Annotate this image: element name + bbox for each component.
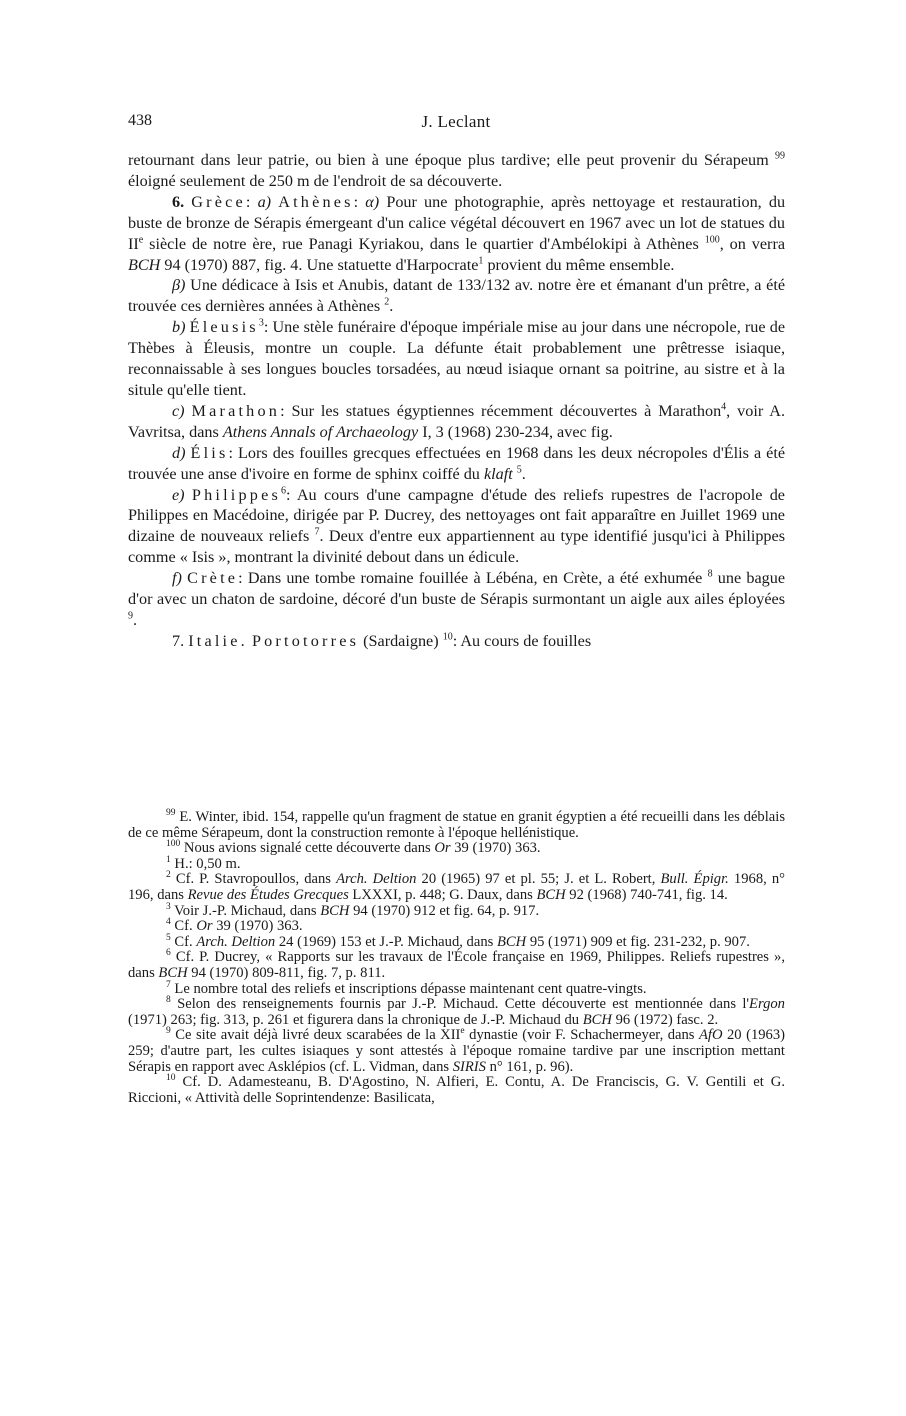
text-span: une bague d'or avec un chaton de sardoine, décoré d'un buste de Sérapis surmontant un aigle aux ailes éployées [128,569,786,609]
footnote-ref[interactable]: 5 [516,464,522,476]
text-span: II [128,234,139,253]
main-text [128,150,785,652]
text-span: Revue des Études Grecques [187,886,349,903]
text-span: 94 (1970) 887, fig. 4. Une statuette d'Harpocrate [164,255,479,274]
text-span: LXXXI, p. 448; G. Daux, dans [352,886,533,903]
text-span: Selon des renseignements fournis par J.-P. Michaud. Cette découverte est mentionnée dans l' [177,996,750,1013]
text-span: 7 [166,979,171,990]
text-span: e) [172,485,185,504]
text-span: (Sardaigne) [363,631,439,650]
text-span: : Au cours de fouilles [452,631,592,650]
text-span: dynastie (voir F. Schachermeyer, dans [469,1027,695,1044]
footnote-9 [128,1028,785,1075]
footnote-10 [128,1075,785,1106]
text-span: α) [365,192,380,211]
text-span: 95 (1971) 909 et fig. 231-232, p. 907. [529,933,750,950]
footnote-100 [128,841,785,857]
footnote-3 [128,901,785,920]
text-span: 100 [166,839,181,850]
text-span: d) [172,443,186,462]
footnote-5 [128,932,785,951]
paragraph-grece-athenes: 6. Grèce: a) Athènes: α) Pour une photographie, après nettoyage et restauration, du buste de bronze de Sérapis émergeant d'un calice végétal découvert en 1967 avec un lot de statues du IIe siècle de notre ère, rue Panagi Kyriakou, dans le quartier d'Ambélokipi à Athènes $^{100}$, on verra BCH 94 (1970) 887, fig. 4. Une statuette d'Harpocrate$^1$ provient du même ensemble. [128,192,786,274]
text-span: : Lors des fouilles grecques effectuées en 1968 dans les deux nécropoles d'Élis a été trouvée une anse d'ivoire en forme de sphinx coiffé du [128,443,786,483]
text-span: 9 [166,1026,171,1037]
text-span: 6. [172,192,185,211]
text-span: Ce site avait déjà livré deux scarabées de la XII [175,1027,461,1044]
text-span: e [460,1026,465,1037]
text-span: 1 [166,854,171,865]
text-span: siècle de notre ère, rue Panagi Kyriakou, dans le quartier d'Ambélokipi à Athènes [149,234,699,253]
text-span: : Dans une tombe romaine fouillée à Lébéna, en Crète, a été exhumée [238,569,703,588]
text-span: Athènes [278,192,354,211]
text-span: Cf. P. Stavropoullos, dans [175,871,331,888]
text-span: BCH [320,902,350,919]
text-span: klaft [483,464,513,483]
text-span: Pour une photographie, après nettoyage et restauration, du buste de bronze de Sérapis émergeant d'un calice végétal découvert en 1967 avec un lot de statues du [128,192,786,232]
text-span: 24 (1969) 153 et J.-P. Michaud, dans [278,933,494,950]
text-span: c) [172,401,185,420]
text-span: 96 (1972) fasc. 2. [615,1011,719,1028]
text-span: 4 [166,917,171,928]
page-number: 438 [128,112,152,129]
text-span: Éleusis [189,318,259,337]
text-span: . [521,464,526,483]
text-span: 6 [166,948,171,959]
text-span: Cf. [174,933,193,950]
text-span: 8 [166,995,171,1006]
text-span: Athens Annals of Archaeology [222,422,419,441]
text-span: Or [434,840,451,857]
text-span: : Sur les statues égyptiennes récemment découvertes à Marathon [280,401,722,420]
text-span: SIRIS [452,1058,486,1075]
footnote-ref[interactable]: 2 [384,296,390,308]
footnote-ref[interactable]: 10 [442,631,453,643]
text-span: I, 3 (1968) 230-234, avec fig. [422,422,613,441]
section-heading-grece: Grèce [191,192,246,211]
paragraph-crete [128,568,785,631]
text-span: BCH [582,1011,612,1028]
paragraph-continuation [128,150,785,192]
paragraph-italie [128,631,785,652]
text-span: BCH [158,964,188,981]
text-span: Ergon [749,996,785,1013]
footnote-7 [128,979,785,998]
text-span: b) [172,318,186,337]
text-span: éloigné seulement de 250 m de l'endroit de sa découverte. [128,171,503,190]
footnote-ref[interactable]: 7 [314,526,320,538]
text-span: : Au cours d'une campagne d'étude des reliefs rupestres de l'acropole de Philippes en Macédoine, dirigée par P. Ducrey, des nettoyages ont fait apparaître en Juillet 1969 une dizaine de nouveaux reliefs [128,485,785,546]
text-span: provient du même ensemble. [487,255,675,274]
footnotes [128,810,785,1106]
paragraph-philippes [128,485,785,569]
footnote-ref[interactable]: 9 [128,610,133,622]
paragraph-marathon [128,401,785,443]
paragraph-eleusis [128,317,785,401]
footnote-8 [128,997,785,1028]
paragraph-elis [128,443,785,485]
footnote-ref[interactable]: 6 [280,485,286,497]
text-span: : Une stèle funéraire d'époque impériale mise au jour dans une nécropole, rue de Thèbes à Éleusis, montre un couple. La défunte était probablement une prêtresse isiaque, reconnaissable à ses longues boucles torsadées, au nœud isiaque ornant sa poitrine, au sistre et à la situle qu'elle tient. [128,318,786,399]
text-span: 99 [166,808,176,819]
text-span: . [389,297,394,316]
text-span: . Deux d'entre eux appartiennent au type identifié jusqu'ici à Philippes comme « Isis », montrant la divinité debout dans un édicule. [128,527,786,567]
text-span: a) [257,192,272,211]
paragraph-athenes-beta [128,275,785,317]
text-span: BCH [496,933,527,950]
footnote-ref[interactable]: 99 [775,150,785,162]
footnote-ref[interactable]: 3 [258,317,264,329]
text-span: Voir J.-P. Michaud, dans [174,902,317,919]
text-span: 5 [166,932,171,943]
text-span: H.: 0,50 m. [174,855,241,872]
text-span: e [138,234,144,246]
text-span: 39 (1970) 363. [216,918,303,935]
text-span: 7. [172,631,185,650]
text-span: Arch. Deltion [196,933,276,950]
footnote-ref[interactable]: 100 [704,234,720,246]
running-title: J. Leclant [421,112,491,131]
text-span: 94 (1970) 912 et fig. 64, p. 917. [353,902,540,919]
page-header [128,112,784,136]
text-span: f) [172,569,182,588]
text-span: Arch. Deltion [336,871,417,888]
text-span: n° 161, p. 96). [489,1058,574,1075]
text-span: 3 [166,901,171,912]
text-span: AfO [698,1027,723,1044]
text-span: Bull. Épigr. [660,871,729,888]
text-span: retournant dans leur patrie, ou bien à une époque plus tardive; elle peut provenir du Sérapeum [128,151,769,169]
text-span: Élis [190,443,229,462]
text-span: Cf. [174,918,193,935]
text-span: Marathon [191,401,281,420]
text-span: β) [172,276,186,295]
text-span: Portotorres [251,631,360,650]
text-span: Cf. D. Adamesteanu, B. D'Agostino, N. Alfieri, E. Contu, A. De Franciscis, G. V. Gentili et G. Riccioni, « Attività delle Soprintendenze: Basilicata, [128,1074,785,1106]
text-span: 1968, n° 196, dans [128,871,785,903]
text-span: BCH [128,255,161,274]
text-span: Une dédicace à Isis et Anubis, datant de 133/132 av. notre ère et émanant d'un prêtre, a été trouvée ces dernières années à Athènes [128,276,786,316]
text-span: 39 (1970) 363. [454,840,541,857]
footnote-2 [128,872,785,903]
text-span: 20 (1963) 259; d'autre part, les cultes isiaques y sont attestés à l'époque romaine tardive par une inscription mettant Sérapis en rapport avec Asklépios (cf. L. Vidman, dans [128,1027,785,1075]
text-span: BCH [536,886,566,903]
text-span: 2 [166,870,171,881]
text-span: 92 (1968) 740-741, fig. 14. [569,886,728,903]
text-span: 20 (1965) 97 et pl. 55; J. et L. Robert, [421,871,656,888]
text-span: . [133,610,138,629]
footnote-6 [128,950,785,981]
footnote-99 [128,810,785,841]
text-span: Nous avions signalé cette découverte dans [183,840,431,857]
footnote-ref[interactable]: 8 [707,568,713,580]
text-span: (1971) 263; fig. 313, p. 261 et figurera dans la chronique de J.-P. Michaud du [128,1011,580,1028]
text-span: Or [196,918,213,935]
text-span: E. Winter, ibid. 154, rappelle qu'un fragment de statue en granit égyptien a été recueilli dans les déblais de ce même Sérapeum, dont la construction remonte à l'époque hellénistique. [128,809,785,841]
footnote-ref[interactable]: 1 [478,255,484,267]
text-span: Philippes [191,485,281,504]
footnote-ref[interactable]: 4 [721,401,727,413]
text-span: , voir A. Vavritsa, dans [128,401,785,441]
text-span: , on verra [719,234,786,253]
text-span: 10 [166,1073,176,1084]
footnote-4 [128,919,785,935]
text-span: Crète [187,569,239,588]
text-span: Le nombre total des reliefs et inscriptions dépasse maintenant cent quatre-vingts. [174,980,647,997]
text-span: 94 (1970) 809-811, fig. 7, p. 811. [191,964,386,981]
section-heading-italie: Italie. [188,631,248,650]
text-span: Cf. P. Ducrey, « Rapports sur les travaux de l'École française en 1969, Philippes. Reliefs rupestres », dans [128,949,785,981]
